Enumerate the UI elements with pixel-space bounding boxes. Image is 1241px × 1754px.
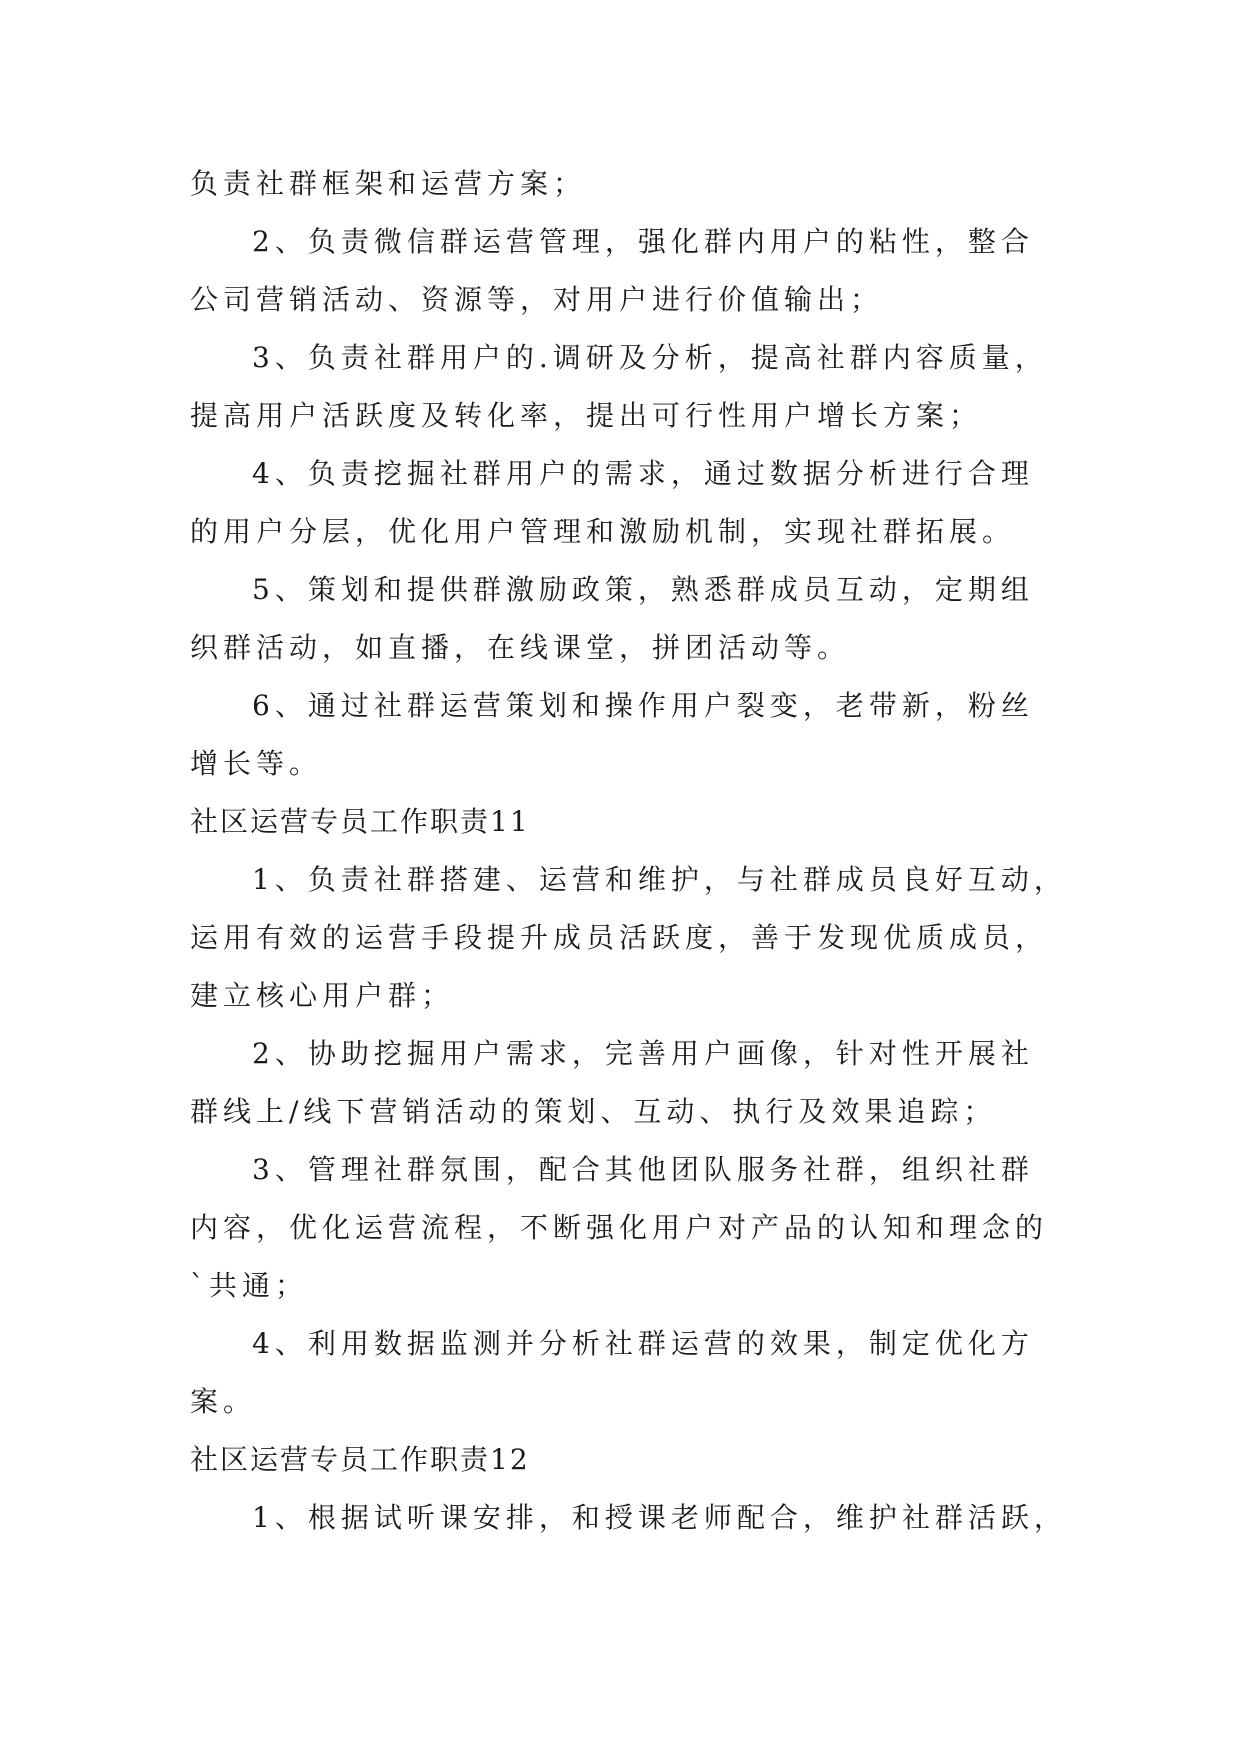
text-line: 2、负责微信群运营管理，强化群内用户的粘性，整合: [252, 225, 1034, 258]
text-line: 负责社群框架和运营方案；: [190, 167, 587, 200]
text-line: `共通；: [190, 1269, 309, 1302]
text-line: 公司营销活动、资源等，对用户进行价值输出；: [190, 283, 884, 316]
text-line: 6、通过社群运营策划和操作用户裂变，老带新，粉丝: [252, 689, 1034, 722]
text-line: 5、策划和提供群激励政策，熟悉群成员互动，定期组: [252, 573, 1034, 606]
text-line: 3、负责社群用户的.调研及分析，提高社群内容质量，: [252, 341, 1048, 374]
text-line: 4、利用数据监测并分析社群运营的效果，制定优化方: [252, 1327, 1034, 1360]
text-line: 织群活动，如直播，在线课堂，拼团活动等。: [190, 631, 851, 664]
text-line: 案。: [190, 1385, 257, 1418]
section-heading: 社区运营专员工作职责11: [190, 805, 530, 838]
text-line: 增长等。: [190, 747, 323, 780]
text-line: 3、管理社群氛围，配合其他团队服务社群，组织社群: [252, 1153, 1034, 1186]
text-line: 建立核心用户群；: [190, 979, 455, 1012]
text-line: 提高用户活跃度及转化率，提出可行性用户增长方案；: [190, 399, 983, 432]
text-line: 运用有效的运营手段提升成员活跃度，善于发现优质成员，: [190, 921, 1049, 954]
text-line: 的用户分层，优化用户管理和激励机制，实现社群拓展。: [190, 515, 1016, 548]
text-line: 内容，优化运营流程，不断强化用户对产品的认知和理念的: [190, 1211, 1049, 1244]
text-line: 2、协助挖掘用户需求，完善用户画像，针对性开展社: [252, 1037, 1034, 1070]
text-line: 群线上/线下营销活动的策划、互动、执行及效果追踪；: [190, 1095, 997, 1128]
text-line: 1、根据试听课安排，和授课老师配合，维护社群活跃，: [252, 1501, 1067, 1534]
document-body: [190, 155, 1067, 1547]
text-line: 1、负责社群搭建、运营和维护，与社群成员良好互动，: [252, 863, 1067, 896]
section-heading: 社区运营专员工作职责12: [190, 1443, 530, 1476]
text-line: 4、负责挖掘社群用户的需求，通过数据分析进行合理: [252, 457, 1034, 490]
